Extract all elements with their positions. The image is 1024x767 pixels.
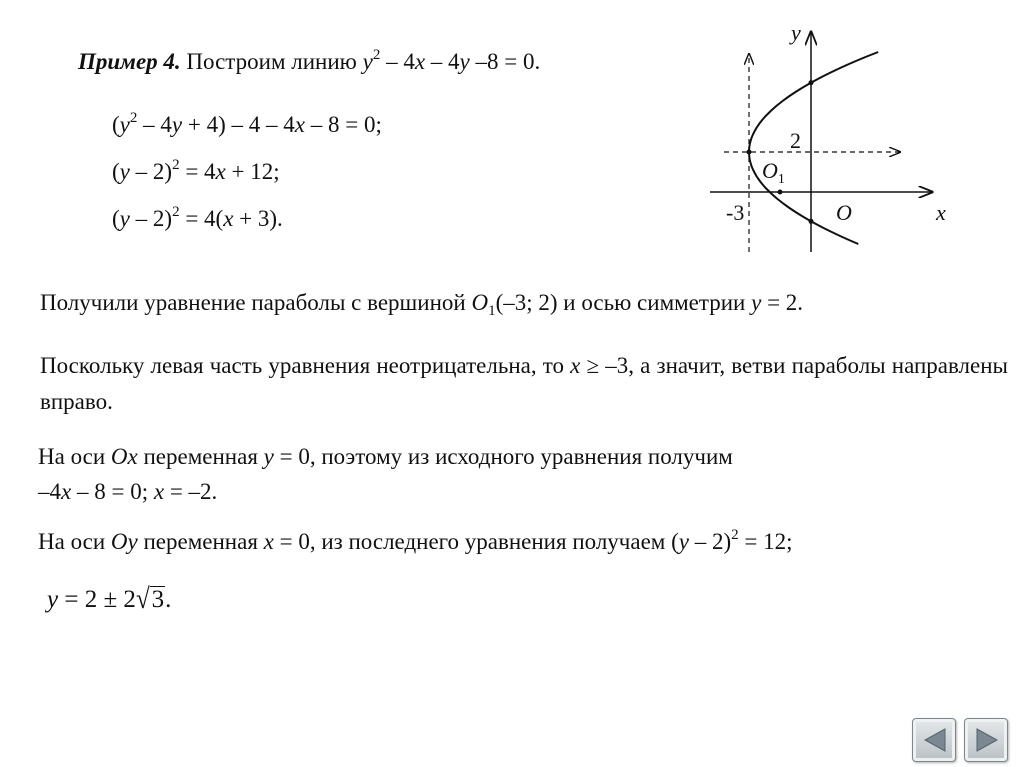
example-label: Пример 4. [78,49,181,74]
y-axis-label: y [791,20,801,45]
step-equation-2: (y – 2)$^2$ = 4x + 12; [112,157,280,184]
result-formula: y = 2 ± 2√3. [47,583,172,615]
ox-paragraph-line-1: На оси Ox переменная y = 0, поэтому из исходного уравнения получим [38,444,733,469]
example-title: Пример 4. Построим линию $y^2 - 4x - 4y$ –8 = 0. [78,47,541,74]
y-intercept-point-lower [809,219,814,224]
x-intercept-point [778,190,783,195]
previous-slide-button[interactable] [912,718,956,762]
square-root: √3 [135,583,165,615]
vertex-paragraph: Получили уравнение параболы с вершиной $O_1(-3$; 2) и осью симметрии y = 2. [40,290,804,319]
tick-label-y-2: 2 [790,128,801,153]
step-equation-1: $(y^2 - 4y + 4) - 4 - 4x - 8 = 0$; [112,110,382,137]
origin-label: O [836,200,852,225]
x-axis-label: x [936,200,946,225]
next-slide-button[interactable] [964,718,1008,762]
parabola-graph [700,20,960,260]
vertex-point [747,150,752,155]
direction-paragraph: Поскольку левая часть уравнения неотрицательна, то x ≥ –3, а значит, ветви параболы направлены вправо. [40,353,1008,414]
parabola-curve [749,52,878,244]
y-intercept-point-upper [809,80,814,85]
oy-paragraph: На оси Oy переменная x = 0, из последнего уравнения получаем (y – 2)$^2$ = 12; [38,527,793,554]
ox-paragraph-line-2: –4x – 8 = 0; x = –2. [38,479,218,504]
arrow-right-icon [973,726,1001,754]
tick-label-x-minus-3: -3 [726,200,745,225]
step-equation-3: (y – 2)$^2$ = 4(x + 3). [112,204,283,231]
arrow-left-icon [921,726,949,754]
vertex-label: $O_1$ [762,158,785,187]
